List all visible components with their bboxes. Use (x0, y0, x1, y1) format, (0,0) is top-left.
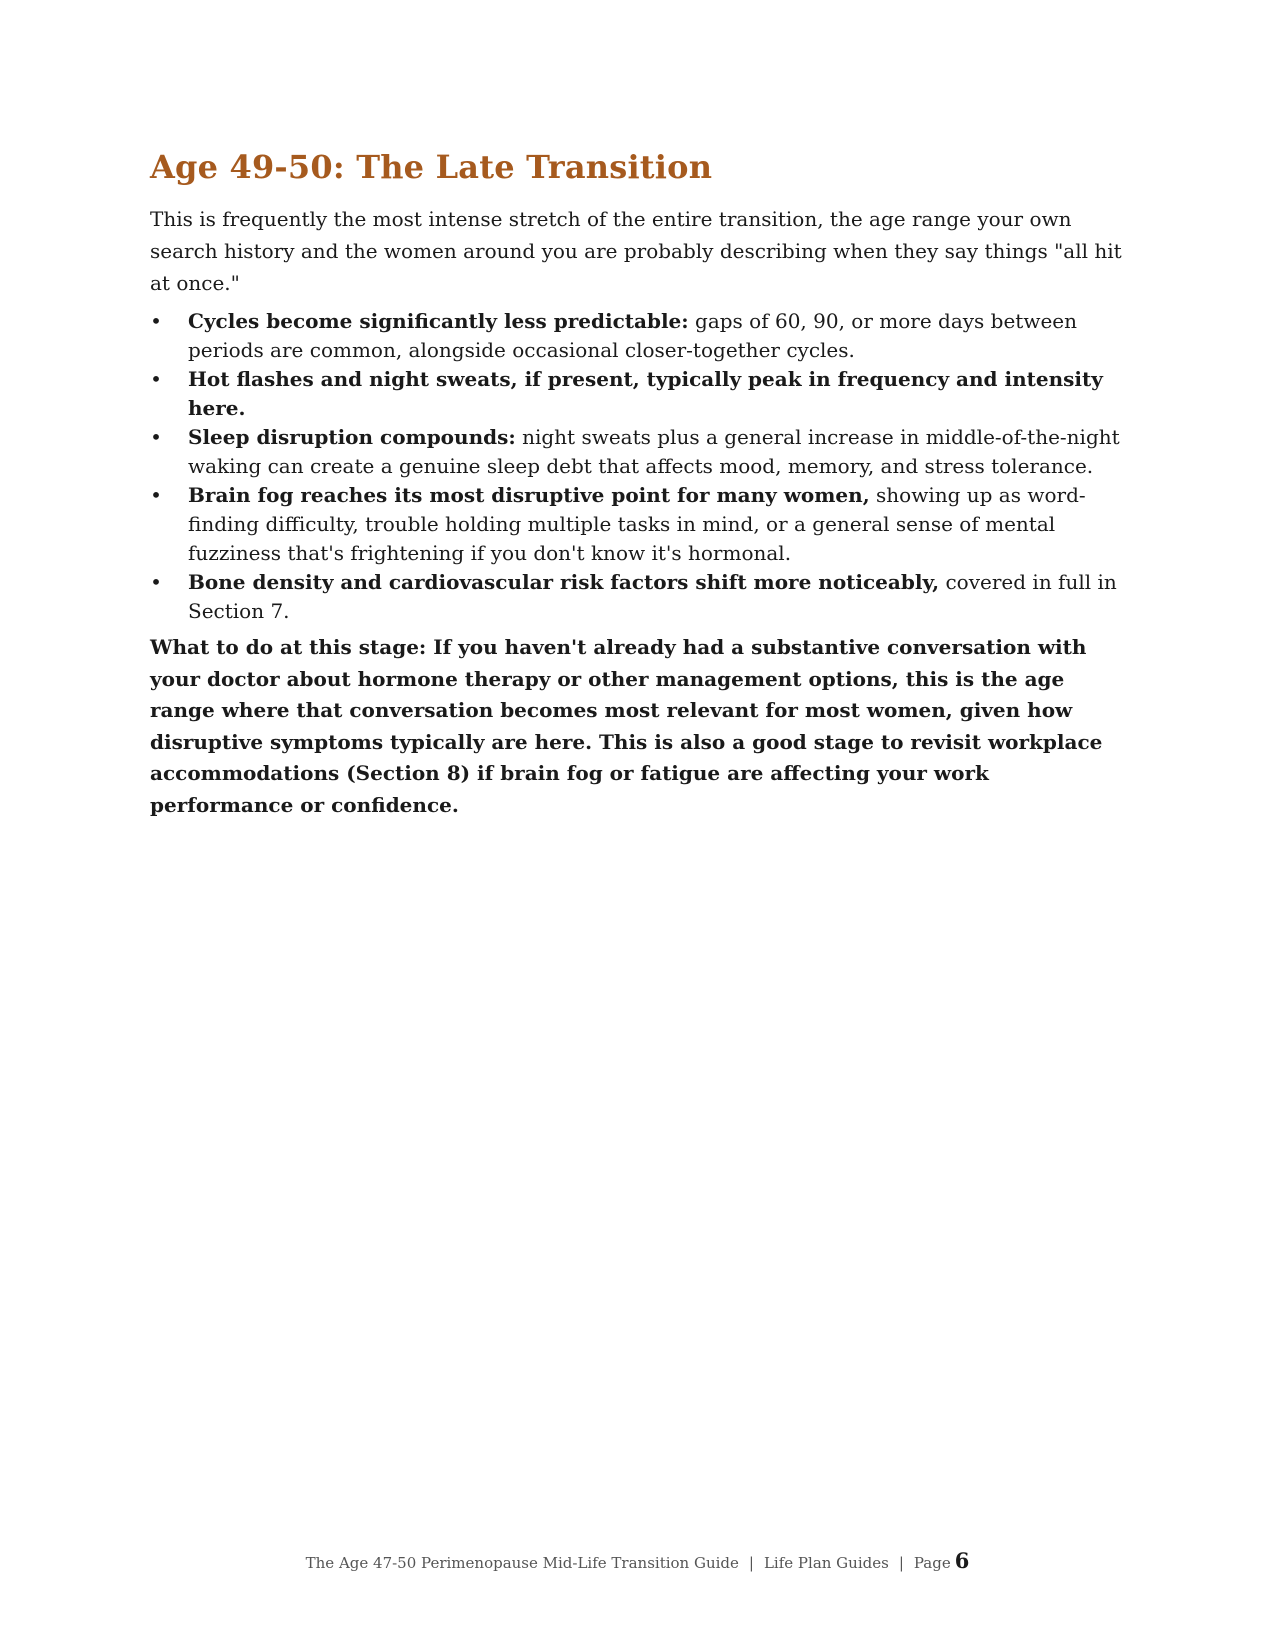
list-item (150, 423, 1125, 481)
bullet-icon: • (150, 483, 162, 507)
symptom-list (150, 307, 1125, 626)
page-content (150, 145, 1125, 821)
list-item-bold: Brain fog reaches its most disruptive point for many women, (188, 483, 870, 507)
footer-guide-title: The Age 47-50 Perimenopause Mid-Life Transition Guide (305, 1554, 739, 1572)
bullet-icon: • (150, 425, 162, 449)
list-item-text: gaps of 60, 90, or more days between periods are common, alongside occasional closer-together cycles. (188, 309, 1078, 362)
footer-page-number: 6 (954, 1548, 970, 1573)
list-item-text: night sweats plus a general increase in middle-of-the-night waking can create a genuine sleep debt that affects mood, memory, and stress tolerance. (188, 425, 1120, 478)
list-item (150, 365, 1125, 423)
page-footer (0, 1549, 1275, 1575)
footer-series: Life Plan Guides (763, 1554, 889, 1572)
list-item-bold: Cycles become significantly less predictable: (188, 309, 689, 333)
section-title: Age 49-50: The Late Transition (150, 148, 713, 186)
list-item (150, 481, 1125, 568)
list-item-bold: Bone density and cardiovascular risk factors shift more noticeably, (188, 570, 940, 594)
list-item-text: showing up as word-finding difficulty, trouble holding multiple tasks in mind, or a general sense of mental fuzziness that's frightening if you don't know it's hormonal. (188, 483, 1086, 565)
bullet-icon: • (150, 570, 162, 594)
footer-separator: | (898, 1554, 904, 1572)
footer-separator: | (748, 1554, 754, 1572)
list-item (150, 568, 1125, 626)
list-item-text: covered in full in Section 7. (188, 570, 1117, 623)
footer-page-label: Page (913, 1554, 951, 1572)
list-item-bold: Hot flashes and night sweats, if present, typically peak in frequency and intensity here. (188, 367, 1103, 420)
bullet-icon: • (150, 367, 162, 391)
intro-paragraph: This is frequently the most intense stretch of the entire transition, the age range your own search history and the women around you are probably describing when they say things "all hit at once." (150, 207, 1122, 295)
advice-paragraph: What to do at this stage: If you haven't already had a substantive conversation with your doctor about hormone therapy or other management options, this is the age range where that conversation becomes most relevant for most women, given how disruptive symptoms typically are here. This is also a good stage to revisit workplace accommodations (Section 8) if brain fog or fatigue are affecting your work performance or confidence. (150, 635, 1103, 817)
list-item-bold: Sleep disruption compounds: (188, 425, 516, 449)
list-item (150, 307, 1125, 365)
bullet-icon: • (150, 309, 162, 333)
